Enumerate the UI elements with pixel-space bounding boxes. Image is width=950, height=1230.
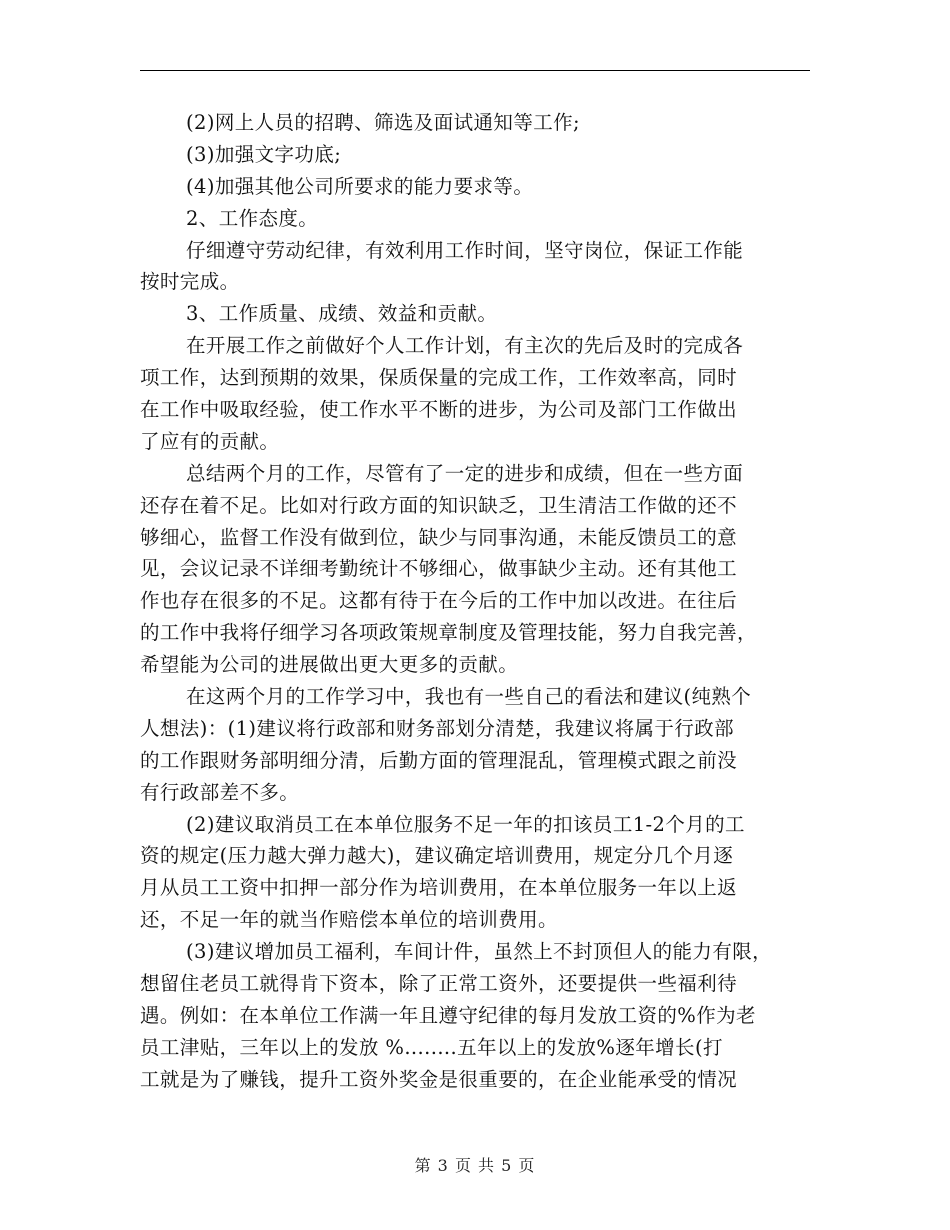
text-line: 够细心，监督工作没有做到位，缺少与同事沟通，未能反馈员工的意 [140,525,738,549]
text-line: 想留住老员工就得肯下资本，除了正常工资外，还要提供一些福利待 [140,972,738,996]
text-line: 见，会议记录不详细考勤统计不够细心，做事缺少主动。还有其他工 [140,557,738,581]
text-line: 3、工作质量、成绩、效益和贡献。 [186,302,498,326]
text-line: 在这两个月的工作学习中，我也有一些自己的看法和建议(纯熟个 [186,685,752,709]
text-line: 了应有的贡献。 [140,429,280,453]
document-body [140,107,810,1096]
text-line: 人想法)：(1)建议将行政部和财务部划分清楚，我建议将属于行政部 [140,716,735,740]
text-line: 还存在着不足。比如对行政方面的知识缺乏，卫生清洁工作做的还不 [140,493,738,517]
text-line: 希望能为公司的进展做出更大更多的贡献。 [140,653,519,677]
text-line: 作也存在很多的不足。这都有待于在今后的工作中加以改进。在往后 [140,589,738,613]
header-rule [140,70,810,71]
text-line: 按时完成。 [140,270,240,294]
text-line: 在开展工作之前做好个人工作计划，有主次的先后及时的完成各 [186,334,744,358]
text-line: 有行政部差不多。 [140,780,300,804]
text-line: 2、工作态度。 [186,206,319,230]
page-number-footer: 第 3 页 共 5 页 [414,1156,536,1175]
text-line: 的工作中我将仔细学习各项政策规章制度及管理技能，努力自我完善， [140,621,757,645]
text-line: 员工津贴，三年以上的发放 %........五年以上的发放%逐年增长(打 [140,1035,723,1059]
text-line: (3)加强文字功底; [186,142,342,166]
text-line: (3)建议增加员工福利，车间计件，虽然上不封顶但人的能力有限， [186,940,773,964]
text-line: 资的规定(压力越大弹力越大)，建议确定培训费用，规定分几个月逐 [140,844,734,868]
text-line: 在工作中吸取经验，使工作水平不断的进步，为公司及部门工作做出 [140,398,738,422]
text-line: 的工作跟财务部明细分清，后勤方面的管理混乱，管理模式跟之前没 [140,748,738,772]
text-line: 工就是为了赚钱，提升工资外奖金是很重要的，在企业能承受的情况 [140,1067,738,1091]
text-line: (2)网上人员的招聘、筛选及面试通知等工作; [186,111,580,134]
text-line: (4)加强其他公司所要求的能力要求等。 [186,174,534,198]
text-line: 项工作，达到预期的效果，保质保量的完成工作，工作效率高，同时 [140,366,738,390]
text-line: (2)建议取消员工在本单位服务不足一年的扣该员工1-2个月的工 [186,812,745,836]
text-line: 月从员工工资中扣押一部分作为培训费用，在本单位服务一年以上返 [140,876,738,900]
text-line: 仔细遵守劳动纪律，有效利用工作时间，坚守岗位，保证工作能 [186,238,744,262]
text-line: 遇。例如：在本单位工作满一年且遵守纪律的每月发放工资的%作为老 [140,1003,756,1027]
text-line: 总结两个月的工作，尽管有了一定的进步和成绩，但在一些方面 [186,461,744,485]
text-line: 还，不足一年的就当作赔偿本单位的培训费用。 [140,908,558,932]
